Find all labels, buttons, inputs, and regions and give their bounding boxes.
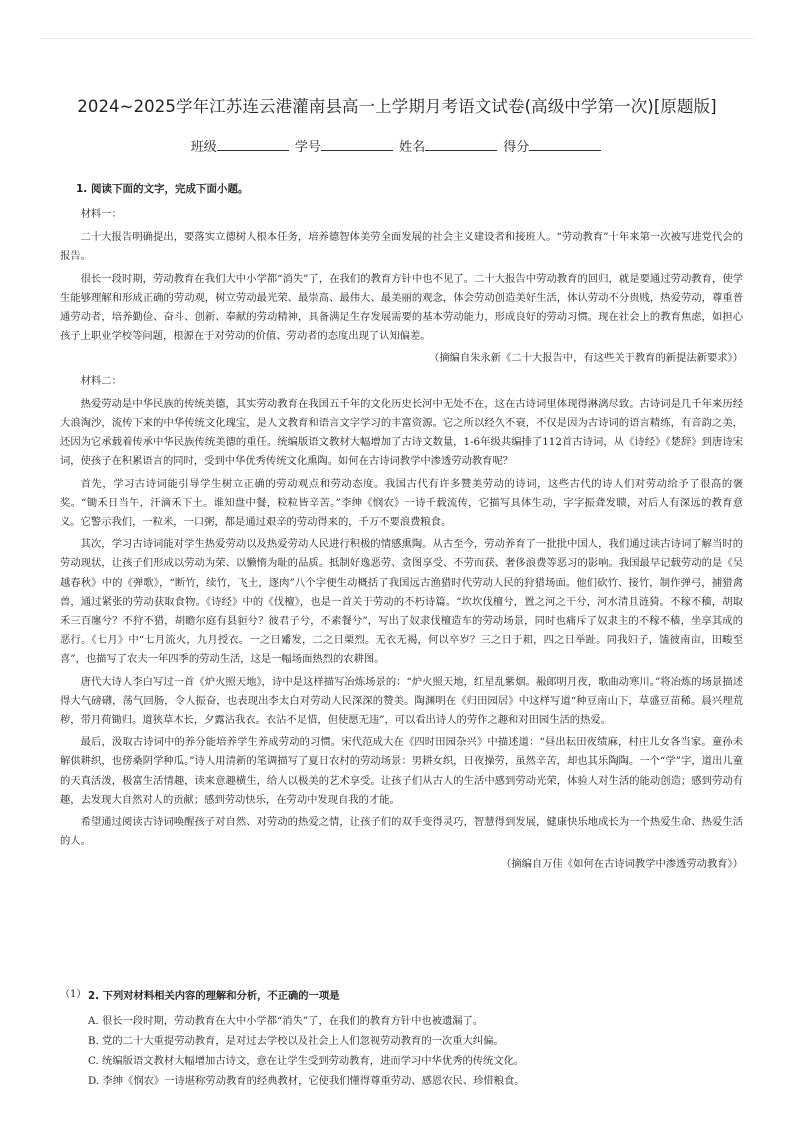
score-label: 得分 <box>503 140 530 155</box>
name-blank <box>425 138 497 151</box>
score-blank <box>529 138 601 151</box>
document-title: 2024~2025学年江苏连云港灌南县高一上学期月考语文试卷(高级中学第一次)[原题版] <box>77 97 717 116</box>
name-label: 姓名 <box>399 140 426 155</box>
material-2-paragraph: 唐代大诗人李白写过一首《炉火照天地》，诗中是这样描写冶炼场景的：“炉火照天地，红星乱紫烟。赧郎明月夜，歌曲动寒川。”将冶炼的场景描述得大气磅礴，荡气回肠，令人振奋，也表现出李太白对劳动人民深深的赞美。陶渊明在《归田园居》中这样写道“种豆南山下，草盛豆苗稀。晨兴理荒秽，带月荷锄归。道狭草木长，夕露沾我衣。衣沾不足惜，但使愿无违”，可以看出诗人的劳作之趣和对田园生活的热爱。 <box>60 675 743 727</box>
sub-question-number: （1） <box>60 989 87 1000</box>
material-2-paragraph: 最后，汲取古诗词中的养分能培养学生养成劳动的习惯。宋代范成大在《四时田园杂兴》中描述道：“昼出耘田夜绩麻，村庄儿女各当家。童孙未解供耕织，也傍桑阴学种瓜。”诗人用清新的笔调描写了夏日农村的劳动场景：男耕女织，日夜操劳，虽然辛苦，却也其乐陶陶。一个“学”字，道出儿童的天真活泼，极富生活情趣，读来意趣横生，给人以极美的艺术享受。让孩子们从古人的生活中感到劳动光荣，体验人对生活的能动创造；感到劳动有趣，去发现大自然对人的贡献；感到劳动快乐，在劳动中发现自我的才能。 <box>60 736 743 806</box>
class-label: 班级 <box>190 140 217 155</box>
material-1-paragraph: 很长一段时期，劳动教育在我们大中小学都“消失”了，在我们的教育方针中也不见了。二十大报告中劳动教育的回归，就是要通过劳动教育，使学生能够理解和形成正确的劳动观，树立劳动最光荣、最崇高、最伟大、最美丽的观念，体会劳动创造美好生活，体认劳动不分贵贱，热爱劳动，尊重普通劳动者，培养勤俭、奋斗、创新、奉献的劳动精神，具备满足生存发展需要的基本劳动能力，形成良好的劳动习惯。现在社会上的教育焦虑，如担心孩子上职业学校等问题，根源在于对劳动的价值、劳动者的态度出现了认知偏差。 <box>60 272 743 343</box>
option-d[interactable]: D. 李绅《悯农》一诗堪称劳动教育的经典教材，它使我们懂得尊重劳动、感恩农民、珍惜粮食。 <box>88 1075 525 1087</box>
option-a[interactable]: A. 很长一段时期，劳动教育在大中小学都“消失”了，在我们的教育方针中也被遗漏了。 <box>88 1015 484 1027</box>
material-1-label: 材料一： <box>80 208 122 220</box>
option-b[interactable]: B. 党的二十大重提劳动教育，是对过去学校以及社会上人们忽视劳动教育的一次重大纠偏。 <box>88 1035 504 1047</box>
material-1-source: （摘编自朱永新《二十大报告中，有这些关于教育的新提法新要求》） <box>428 352 743 365</box>
option-c[interactable]: C. 统编版语文教材大幅增加古诗文，意在让学生受到劳动教育，进而学习中华优秀的传统文化。 <box>88 1055 525 1067</box>
material-2-paragraph: 热爱劳动是中华民族的传统美德，其实劳动教育在我国五千年的文化历史长河中无处不在，这在古诗词里体现得淋漓尽致。古诗词是几千年来历经大浪淘沙，流传下来的中华传统文化瑰宝，是人文教育和语言文字学习的丰富资源。它之所以经久不衰，不仅是因为古诗词的语言精练，有音韵之美，还因为它承载着传承中华民族传统美德的重任。统编版语文教材大幅增加了古诗文数量，1-6年级共编排了112首古诗词，从《诗经》《楚辞》到唐诗宋词，使孩子在积累语言的同时，受到中华优秀传统文化熏陶。如何在古诗词教学中渗透劳动教育呢？ <box>60 397 743 468</box>
material-1-paragraph: 二十大报告明确提出，要落实立德树人根本任务，培养德智体美劳全面发展的社会主义建设者和接班人。“劳动教育”十年来第一次被写进党代会的报告。 <box>60 231 743 263</box>
material-2-paragraph: 其次，学习古诗词能对学生热爱劳动以及热爱劳动人民进行积极的情感熏陶。从古至今，劳动养育了一批批中国人，我们通过读古诗词了解当时的劳动现状，让孩子们形成以劳动为荣、以懒惰为耻的品质。抵制好逸恶劳、贪图享受、不劳而获、奢侈浪费等恶习的影响。我国最早记载劳动的是《吴越春秋》中的《弹歌》，“断竹，续竹，飞土，逐肉”八个字便生动概括了我国远古渔猎时代劳动人民的狩猎场面。他们砍竹、接竹，制作弹弓，捕猎禽兽，通过紧张的劳动获取食物。《诗经》中的《伐檀》，也是一首关于劳动的不朽诗篇。“坎坎伐檀兮，置之河之干兮，河水清且涟猗。不稼不穑，胡取禾三百廛兮？不狩不猎，胡瞻尔庭有县貆兮？彼君子兮，不素餐兮”，写出了奴隶伐檀造车的劳动场景，同时也痛斥了奴隶主的不稼不穑，坐享其成的恶行。《七月》中“七月流火，九月授衣。一之日觱发，二之日栗烈。无衣无褐，何以卒岁？三之日于耜，四之日举趾。同我妇子，馌彼南亩，田畯至喜”，也描写了农夫一年四季的劳动生活，这是一幅场面热烈的农耕图。 <box>60 538 743 666</box>
header-divider <box>40 38 754 39</box>
reading-passage <box>60 203 743 877</box>
sub-question-stem: 2. 下列对材料相关内容的理解和分析，不正确的一项是 <box>88 990 340 1002</box>
material-2-label: 材料二： <box>80 374 122 387</box>
student-id-blank <box>321 138 393 151</box>
student-id-label: 学号 <box>294 140 321 155</box>
material-2-paragraph: 希望通过阅读古诗词唤醒孩子对自然、对劳动的热爱之情，让孩子们的双手变得灵巧，智慧得到发展，健康快乐地成长为一个热爱生命、热爱生活的人。 <box>60 816 743 848</box>
student-info-line <box>0 136 794 155</box>
class-blank <box>217 138 289 151</box>
material-2-paragraph: 首先，学习古诗词能引导学生树立正确的劳动观点和劳动态度。我国古代有许多赞美劳动的诗词，这些古代的诗人们对劳动给予了很高的褒奖。“锄禾日当午，汗滴禾下土。谁知盘中餐，粒粒皆辛苦。”李绅《悯农》一诗千载流传，它描写具体生动，字字振聋发聩，对后人有深远的教育意义。它警示我们，一粒米，一口粥，都是通过艰辛的劳动得来的，千万不要浪费粮食。 <box>60 477 743 529</box>
material-2-source: （摘编自万佳《如何在古诗词教学中渗透劳动教育》） <box>501 857 743 870</box>
question-heading: 1. 阅读下面的文字，完成下面小题。 <box>76 183 249 195</box>
